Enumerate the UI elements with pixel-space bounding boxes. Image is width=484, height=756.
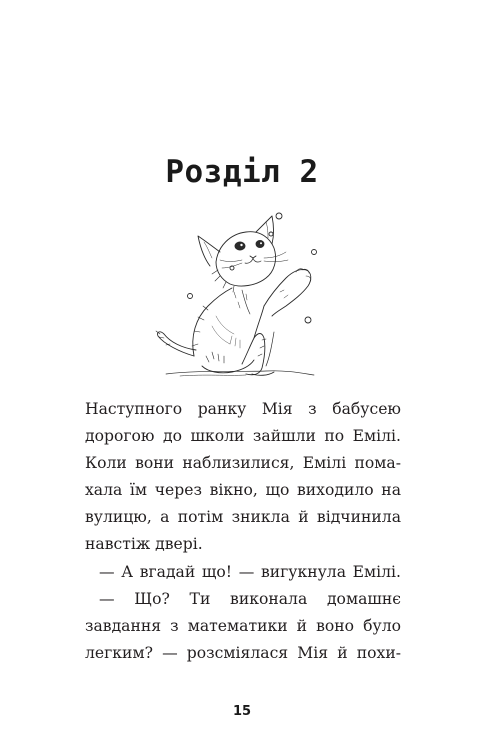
chapter-title: Розділ 2 [165,154,319,190]
text-line: вулицю, а потім зникла й відчинила [85,508,401,527]
text-line: навстіж двері. [85,535,203,554]
text-line: — Що? Ти виконала домашнє [99,589,401,608]
text-line: легким? — розсміялася Мія й похи- [85,643,401,662]
kitten-illustration-icon [146,206,336,386]
text-line: дорогою до школи зайшли по Емілі. [85,427,401,446]
text-line: хала їм через вікно, що виходило на [85,481,401,500]
page-number: 15 [232,704,252,719]
body-text [85,396,401,667]
text-line: — А вгадай що! — вигукнула Емілі. [99,562,401,581]
text-line: Наступного ранку Мія з бабусею [85,400,401,418]
text-line: Коли вони наблизилися, Емілі пома- [85,454,401,473]
text-line: завдання з математики й воно було [85,616,401,635]
